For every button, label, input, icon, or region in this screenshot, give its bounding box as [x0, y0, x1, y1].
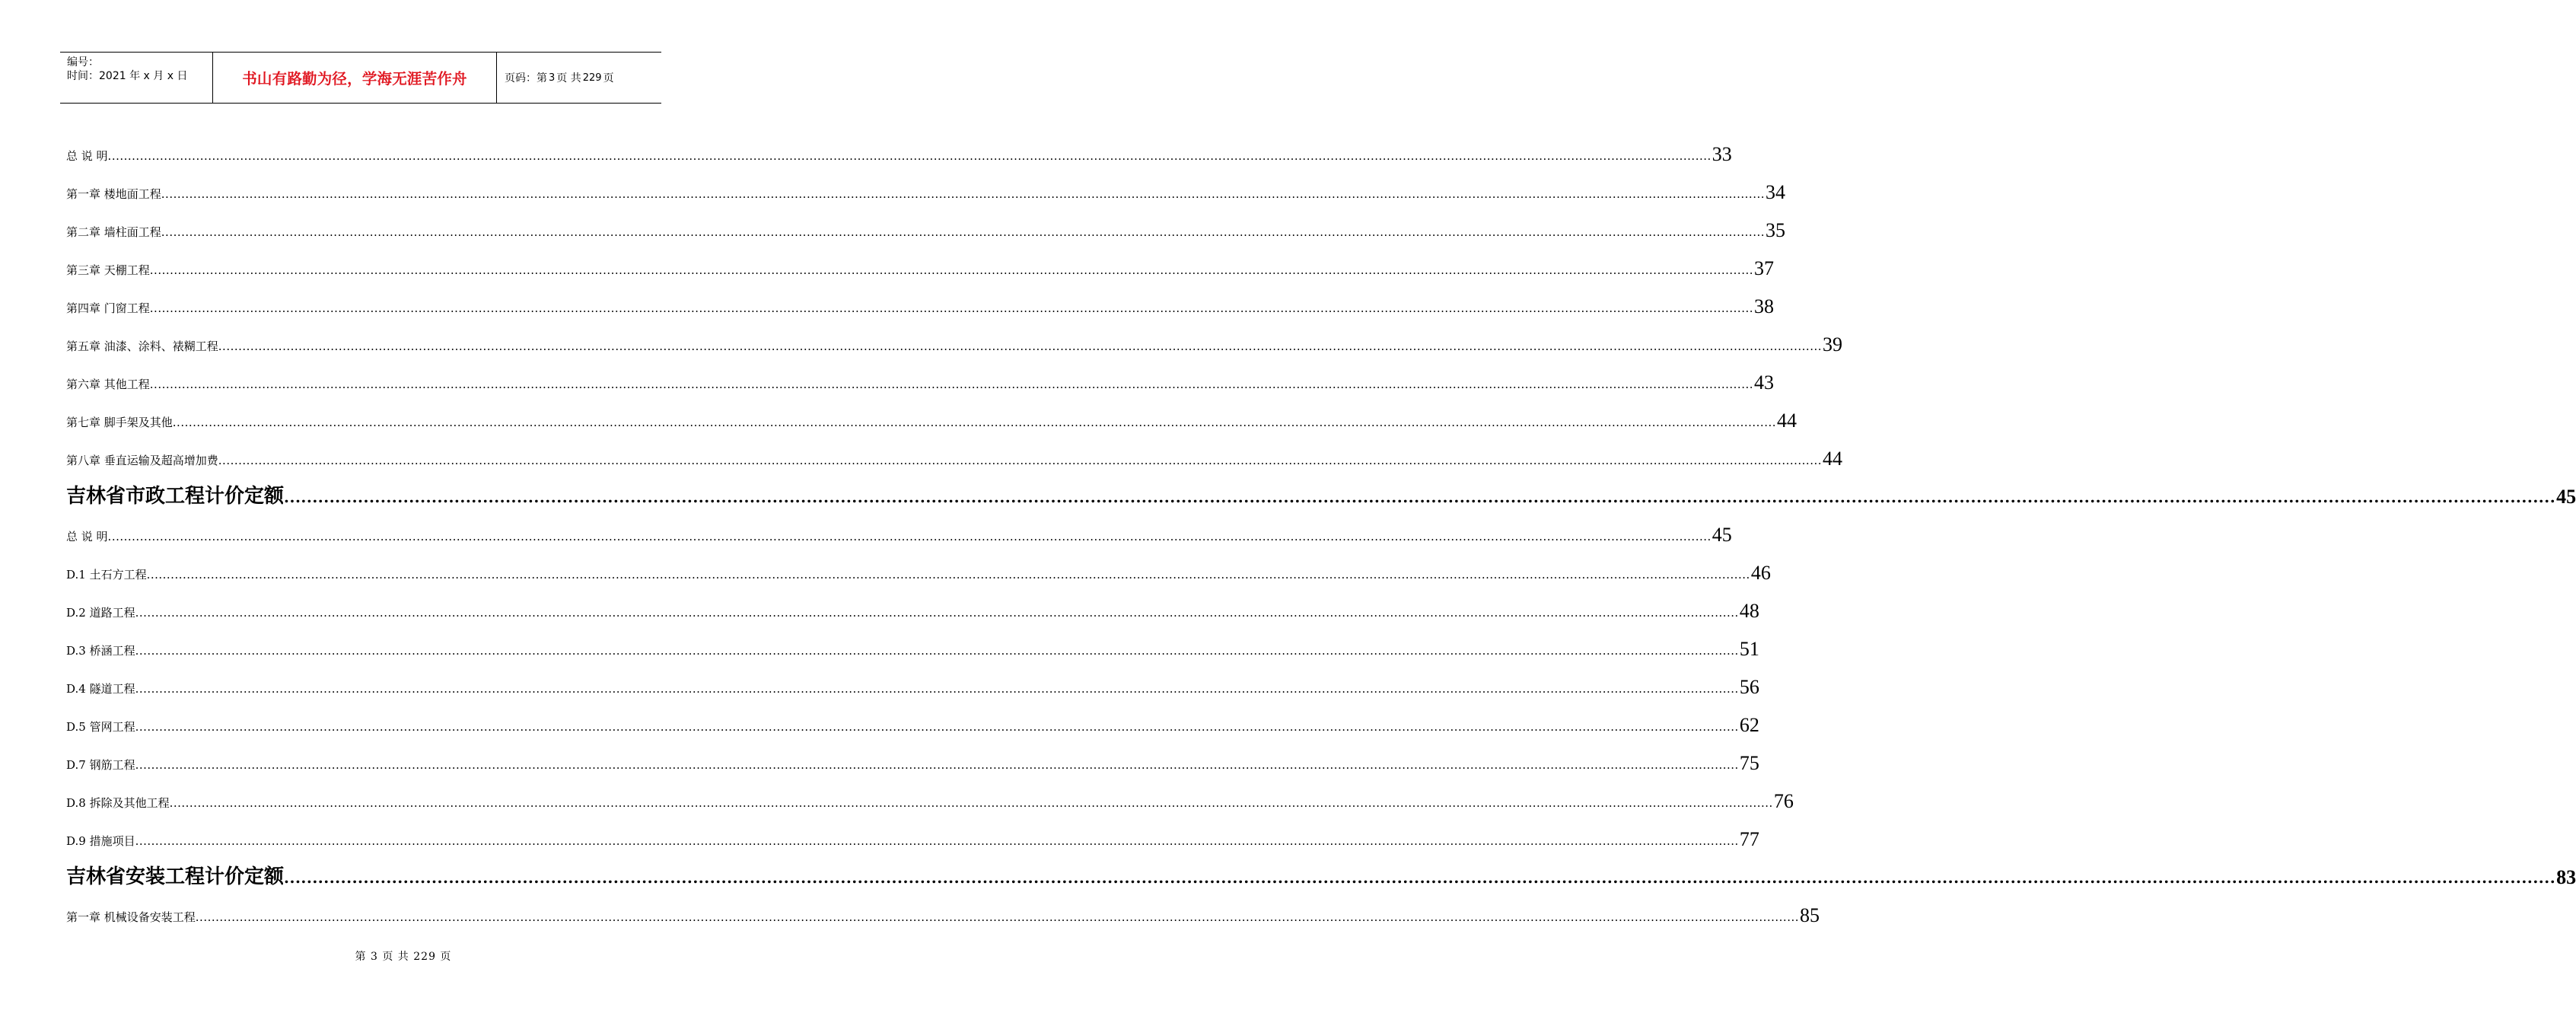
toc-dot-leader: ................................................................................................................................................................................................................................................................................................................................................................................................................ — [135, 606, 1739, 620]
toc-dot-leader: ................................................................................................................................................................................................................................................................................................................................................................................................................ — [195, 910, 1800, 924]
toc-entry-page-number: 43 — [1754, 371, 1775, 394]
toc-section-heading[interactable] — [66, 470, 2576, 508]
toc-entry-label: 第一章 机械设备安装工程 — [66, 910, 196, 924]
header-meta — [60, 53, 213, 103]
toc-entry-label: 第二章 墙柱面工程 — [66, 225, 161, 239]
toc-entry-page-number: 48 — [1739, 600, 1759, 622]
toc-entry-label: 第三章 天棚工程 — [66, 263, 150, 277]
document-time-label: 时间：2021 年 x 月 x 日 — [67, 70, 188, 82]
toc-dot-leader: ................................................................................................................................................................................................................................................................................................................................................................................................................ — [107, 530, 1711, 543]
toc-entry[interactable] — [66, 585, 1759, 623]
toc-entry-page-number: 85 — [1800, 904, 1820, 926]
toc-entry-label: 第六章 其他工程 — [66, 378, 150, 391]
toc-entry[interactable] — [66, 661, 1759, 699]
toc-entry-page-number: 38 — [1754, 295, 1775, 317]
toc-entry[interactable] — [66, 623, 1759, 661]
toc-dot-leader: ................................................................................................................................................................................................................................................................................................................................................................................................................ — [149, 378, 1754, 391]
toc-dot-leader: ................................................................................................................................................................................................................................................................................................................................................................................................................ — [218, 454, 1823, 467]
toc-dot-leader: ................................................................................................................................................................................................................................................................................................................................................................................................................ — [146, 568, 1750, 582]
toc-entry-label: D.8 拆除及其他工程 — [66, 796, 170, 810]
toc-entry-page-number: 51 — [1739, 638, 1759, 660]
page-current: 3 — [549, 72, 556, 84]
toc-entry-label: D.3 桥涵工程 — [66, 644, 135, 658]
toc-entry-label: 第八章 垂直运输及超高增加费 — [66, 454, 218, 467]
toc-entry-page-number: 44 — [1777, 410, 1797, 432]
toc-entry-page-number: 37 — [1754, 257, 1775, 279]
toc-entry-page-number: 45 — [2556, 486, 2576, 508]
toc-entry[interactable] — [66, 699, 1759, 737]
page-footer: 第 3 页 共 229 页 — [355, 951, 452, 963]
toc-entry-page-number: 75 — [1739, 752, 1759, 774]
toc-entry-label: 吉林省市政工程计价定额 — [66, 485, 285, 508]
table-of-contents — [66, 128, 2576, 927]
toc-dot-leader: ................................................................................................................................................................................................................................................................................................................................................................................................................ — [149, 263, 1754, 277]
toc-dot-leader: ................................................................................................................................................................................................................................................................................................................................................................................................................ — [169, 796, 1773, 810]
toc-entry-label: D.2 道路工程 — [66, 606, 135, 620]
page-mid: 页 共 — [556, 72, 581, 84]
toc-entry-page-number: 34 — [1766, 181, 1786, 203]
document-number-label: 编号： — [67, 56, 99, 69]
toc-entry-label: D.1 土石方工程 — [66, 568, 147, 582]
toc-entry[interactable] — [66, 432, 1843, 470]
toc-entry[interactable] — [66, 318, 1843, 356]
toc-dot-leader: ................................................................................................................................................................................................................................................................................................................................................................................................................ — [135, 644, 1739, 658]
toc-dot-leader: ................................................................................................................................................................................................................................................................................................................................................................................................................ — [284, 488, 2556, 506]
toc-dot-leader: ................................................................................................................................................................................................................................................................................................................................................................................................................ — [135, 834, 1739, 848]
toc-entry[interactable] — [66, 737, 1759, 775]
toc-entry-page-number: 83 — [2556, 866, 2576, 888]
toc-entry-page-number: 39 — [1823, 333, 1843, 355]
toc-dot-leader: ................................................................................................................................................................................................................................................................................................................................................................................................................ — [135, 758, 1739, 772]
toc-dot-leader: ................................................................................................................................................................................................................................................................................................................................................................................................................ — [161, 187, 1766, 201]
toc-entry-page-number: 62 — [1739, 714, 1759, 736]
toc-entry-label: D.9 措施项目 — [66, 834, 135, 848]
header-motto: 书山有路勤为径，学海无涯苦作舟 — [213, 53, 497, 103]
toc-entry[interactable] — [66, 508, 1732, 547]
toc-entry[interactable] — [66, 166, 1786, 204]
toc-entry-page-number: 35 — [1766, 219, 1786, 241]
toc-entry[interactable] — [66, 128, 1732, 166]
toc-entry[interactable] — [66, 813, 1759, 851]
toc-section-heading[interactable] — [66, 851, 2576, 889]
toc-entry-page-number: 33 — [1711, 143, 1732, 165]
toc-dot-leader: ................................................................................................................................................................................................................................................................................................................................................................................................................ — [284, 868, 2556, 887]
toc-entry-page-number: 45 — [1711, 524, 1732, 546]
toc-entry-label: 总 说 明 — [66, 149, 108, 163]
toc-entry-label: 第四章 门窗工程 — [66, 301, 150, 315]
toc-dot-leader: ................................................................................................................................................................................................................................................................................................................................................................................................................ — [135, 682, 1739, 696]
toc-dot-leader: ................................................................................................................................................................................................................................................................................................................................................................................................................ — [107, 149, 1711, 163]
toc-entry[interactable] — [66, 394, 1797, 432]
toc-dot-leader: ................................................................................................................................................................................................................................................................................................................................................................................................................ — [218, 339, 1823, 353]
toc-entry[interactable] — [66, 204, 1786, 242]
toc-entry[interactable] — [66, 356, 1775, 394]
toc-entry-label: 第一章 楼地面工程 — [66, 187, 161, 201]
toc-entry-page-number: 76 — [1773, 790, 1794, 812]
toc-dot-leader: ................................................................................................................................................................................................................................................................................................................................................................................................................ — [161, 225, 1766, 239]
toc-dot-leader: ................................................................................................................................................................................................................................................................................................................................................................................................................ — [149, 301, 1754, 315]
toc-entry-label: D.4 隧道工程 — [66, 682, 135, 696]
toc-dot-leader: ................................................................................................................................................................................................................................................................................................................................................................................................................ — [172, 416, 1777, 429]
page-suffix: 页 — [603, 72, 614, 84]
toc-entry-label: 吉林省安装工程计价定额 — [66, 865, 285, 888]
toc-dot-leader: ................................................................................................................................................................................................................................................................................................................................................................................................................ — [135, 720, 1739, 734]
toc-entry[interactable] — [66, 775, 1794, 813]
page-header — [60, 52, 661, 104]
toc-entry-page-number: 77 — [1739, 828, 1759, 850]
toc-entry-label: D.5 管网工程 — [66, 720, 135, 734]
toc-entry-label: 总 说 明 — [66, 530, 108, 543]
toc-entry[interactable] — [66, 547, 1771, 585]
toc-entry-page-number: 56 — [1739, 676, 1759, 698]
toc-entry-label: 第七章 脚手架及其他 — [66, 416, 173, 429]
header-page-info — [497, 53, 661, 103]
page-prefix: 页码：第 — [505, 72, 547, 84]
toc-entry-page-number: 44 — [1823, 448, 1843, 470]
toc-entry[interactable] — [66, 242, 1775, 280]
toc-entry[interactable] — [66, 889, 1820, 927]
page-total: 229 — [582, 72, 602, 84]
toc-entry-label: D.7 钢筋工程 — [66, 758, 135, 772]
toc-entry-label: 第五章 油漆、涂料、裱糊工程 — [66, 339, 218, 353]
toc-entry[interactable] — [66, 280, 1775, 318]
toc-entry-page-number: 46 — [1750, 562, 1771, 584]
